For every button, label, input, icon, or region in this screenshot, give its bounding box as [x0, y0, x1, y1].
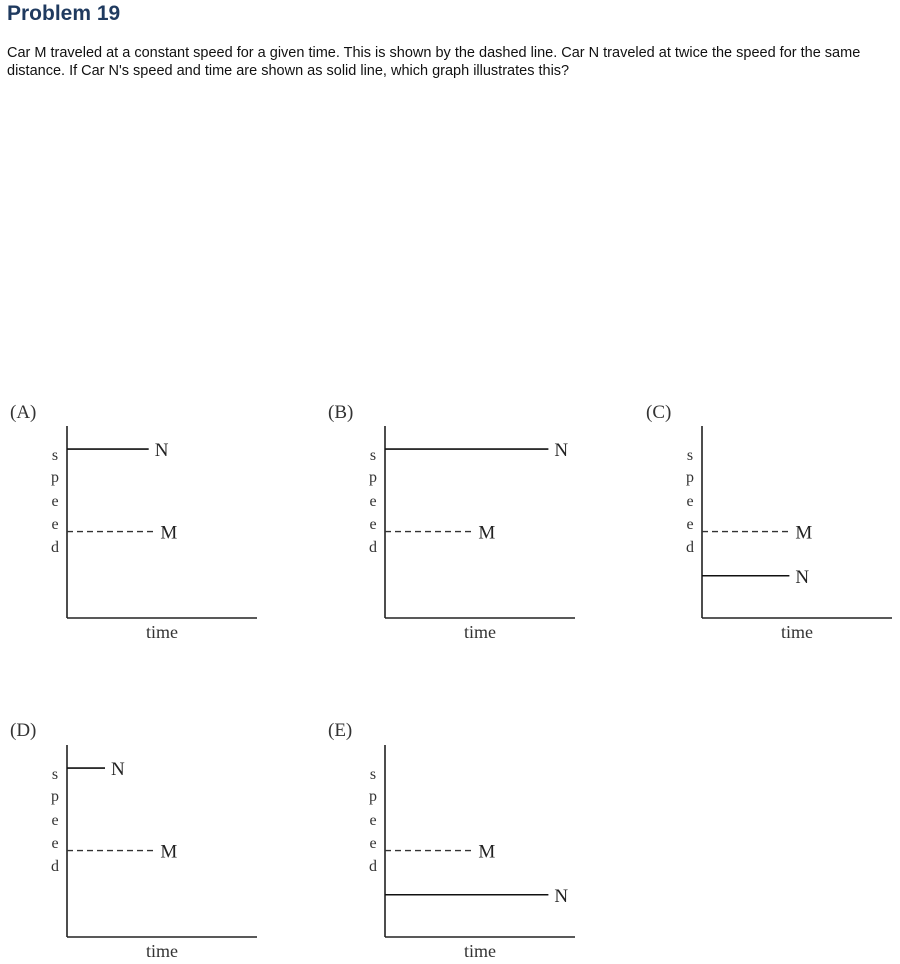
x-axis-label: time: [464, 622, 496, 642]
car-n-label: N: [154, 440, 169, 462]
option-graph-e: [328, 720, 575, 961]
option-graph-a: [10, 402, 257, 642]
y-axis-letter: e: [369, 835, 377, 852]
y-axis-letter: p: [369, 788, 377, 805]
y-axis-letter: d: [369, 858, 377, 875]
car-m-label: M: [160, 522, 178, 544]
y-axis-letter: p: [51, 469, 59, 486]
y-axis-letter: e: [369, 516, 377, 533]
car-m-label: M: [478, 522, 496, 544]
y-axis-letter: e: [51, 516, 59, 533]
y-axis-letter: s: [369, 447, 377, 464]
car-n-label: N: [554, 440, 569, 462]
car-n-label: N: [554, 885, 569, 907]
y-axis-letter: e: [686, 493, 694, 510]
option-graph-d: [10, 720, 257, 961]
x-axis-label: time: [146, 941, 178, 961]
option-graph-c: [646, 402, 892, 642]
car-m-label: M: [795, 522, 813, 544]
option-label: (C): [646, 402, 672, 423]
option-graph-b: [328, 402, 575, 642]
y-axis-letter: s: [51, 447, 59, 464]
y-axis-letter: d: [686, 539, 694, 556]
y-axis-letter: s: [51, 766, 59, 783]
y-axis-letter: d: [51, 858, 59, 875]
y-axis-letter: s: [369, 766, 377, 783]
option-label: (A): [10, 402, 37, 423]
problem-title: Problem 19: [7, 2, 121, 25]
option-label: (D): [10, 720, 37, 741]
y-axis-letter: p: [51, 788, 59, 805]
problem-question: Car M traveled at a constant speed for a given time. This is shown by the dashed line. Car N traveled at twice the speed for the same distance. If Car N's speed and time are shown as solid line, which graph illustrates this?: [7, 45, 861, 79]
y-axis-letter: e: [51, 493, 59, 510]
y-axis-letter: p: [369, 469, 377, 486]
option-label: (B): [328, 402, 354, 423]
x-axis-label: time: [781, 622, 813, 642]
option-label: (E): [328, 720, 353, 741]
car-m-label: M: [478, 841, 496, 863]
y-axis-letter: e: [51, 812, 59, 829]
y-axis-letter: e: [51, 835, 59, 852]
x-axis-label: time: [464, 941, 496, 961]
y-axis-letter: d: [51, 539, 59, 556]
y-axis-letter: d: [369, 539, 377, 556]
y-axis-letter: p: [686, 469, 694, 486]
car-n-label: N: [111, 759, 125, 781]
y-axis-letter: e: [369, 812, 377, 829]
y-axis-letter: s: [686, 447, 694, 464]
y-axis-letter: e: [686, 516, 694, 533]
y-axis-letter: e: [369, 493, 377, 510]
x-axis-label: time: [146, 622, 178, 642]
car-m-label: M: [160, 841, 178, 863]
car-n-label: N: [795, 566, 810, 588]
